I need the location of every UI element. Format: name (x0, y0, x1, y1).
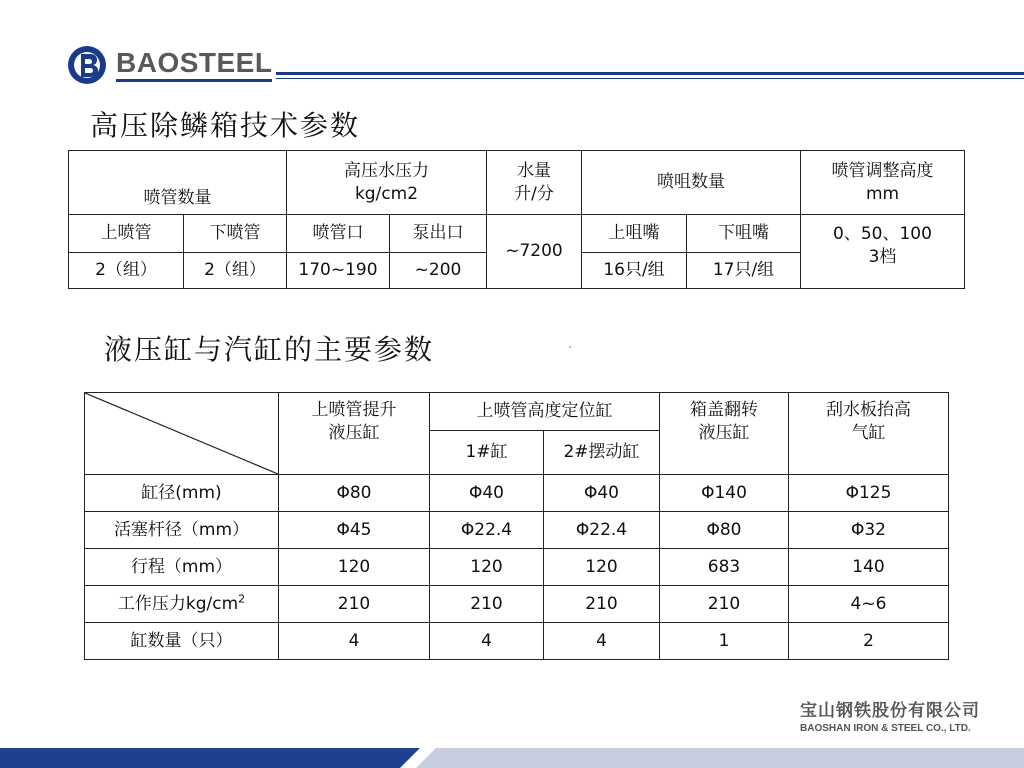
col-flip-cylinder: 箱盖翻转 液压缸 (660, 393, 789, 475)
cell-value: Φ32 (789, 512, 949, 549)
company-name-cn: 宝山钢铁股份有限公司 (800, 701, 980, 721)
cell-value: 140 (789, 549, 949, 586)
water-flow-value: ~7200 (487, 215, 582, 289)
cell-value: Φ140 (660, 475, 789, 512)
row-label (85, 586, 279, 623)
cell-value: Φ80 (279, 475, 430, 512)
lower-jet-value: 17只/组 (687, 253, 801, 289)
company-name (800, 696, 980, 734)
upper-jet-value: 16只/组 (582, 253, 687, 289)
header-rule (276, 72, 1024, 75)
header-nozzle-qty: 喷管数量 (69, 151, 287, 215)
row-label: 活塞杆径（mm） (85, 512, 279, 549)
sub-upper-nozzle: 上喷管 (69, 215, 184, 253)
col-position-cylinder-2: 2#摆动缸 (544, 431, 660, 475)
cell-value: 2 (789, 623, 949, 660)
row-label: 缸数量（只） (85, 623, 279, 660)
row-label: 行程（mm） (85, 549, 279, 586)
cell-value: 683 (660, 549, 789, 586)
cell-value: Φ45 (279, 512, 430, 549)
cell-value: 4~6 (789, 586, 949, 623)
table-row (85, 512, 949, 549)
header-water-flow: 水量 升/分 (487, 151, 582, 215)
table-row (85, 586, 949, 623)
brand-name: BAOSTEEL (116, 48, 272, 82)
cell-value: Φ40 (544, 475, 660, 512)
sub-upper-jet: 上咀嘴 (582, 215, 687, 253)
sub-lower-nozzle: 下喷管 (184, 215, 287, 253)
cell-value: 120 (279, 549, 430, 586)
descaling-box-title: 高压除鳞箱技术参数 (90, 109, 361, 142)
sub-lower-jet: 下咀嘴 (687, 215, 801, 253)
header-jet-qty: 喷咀数量 (582, 151, 801, 215)
upper-nozzle-value: 2（组） (69, 253, 184, 289)
cell-value: Φ22.4 (544, 512, 660, 549)
cell-value: 4 (430, 623, 544, 660)
baosteel-logo (66, 44, 272, 86)
stray-dot (569, 346, 571, 348)
sub-nozzle-outlet: 喷管口 (287, 215, 390, 253)
baosteel-logo-icon (66, 44, 108, 86)
descaling-box-table (68, 150, 965, 289)
cell-value: 210 (544, 586, 660, 623)
col-position-cylinder: 上喷管高度定位缸 (430, 393, 660, 431)
cell-value: 210 (430, 586, 544, 623)
col-lift-cylinder: 上喷管提升 液压缸 (279, 393, 430, 475)
corner-diagonal-cell (85, 393, 279, 475)
cell-value: 120 (430, 549, 544, 586)
table-row (85, 623, 949, 660)
diagonal-line (85, 393, 278, 474)
cell-value: 120 (544, 549, 660, 586)
sub-pump-outlet: 泵出口 (390, 215, 487, 253)
cylinder-params-title: 液压缸与汽缸的主要参数 (104, 333, 435, 366)
table-row (85, 549, 949, 586)
cell-value: Φ22.4 (430, 512, 544, 549)
cell-value: 210 (279, 586, 430, 623)
cell-value: Φ40 (430, 475, 544, 512)
cylinder-params-table (84, 392, 949, 660)
row-label-main: 工作压力kg/cm (117, 593, 239, 614)
col-position-cylinder-1: 1#缸 (430, 431, 544, 475)
col-wiper-cylinder: 刮水板抬高 气缸 (789, 393, 949, 475)
table-row (85, 475, 949, 512)
cell-value: 1 (660, 623, 789, 660)
header-rule-thin (276, 78, 1024, 79)
cell-value: 4 (544, 623, 660, 660)
footer-decor-bar (0, 748, 1024, 768)
height-adjust-value: 0、50、100 3档 (801, 215, 965, 289)
header-water-pressure: 高压水压力 kg/cm2 (287, 151, 487, 215)
row-label-superscript: 2 (238, 591, 246, 605)
company-name-en: BAOSHAN IRON & STEEL CO., LTD. (800, 723, 971, 734)
cell-value: 210 (660, 586, 789, 623)
cell-value: Φ125 (789, 475, 949, 512)
row-label: 缸径(mm) (85, 475, 279, 512)
nozzle-outlet-value: 170~190 (287, 253, 390, 289)
pump-outlet-value: ~200 (390, 253, 487, 289)
cell-value: Φ80 (660, 512, 789, 549)
header-height-adjust: 喷管调整高度 mm (801, 151, 965, 215)
cell-value: 4 (279, 623, 430, 660)
lower-nozzle-value: 2（组） (184, 253, 287, 289)
